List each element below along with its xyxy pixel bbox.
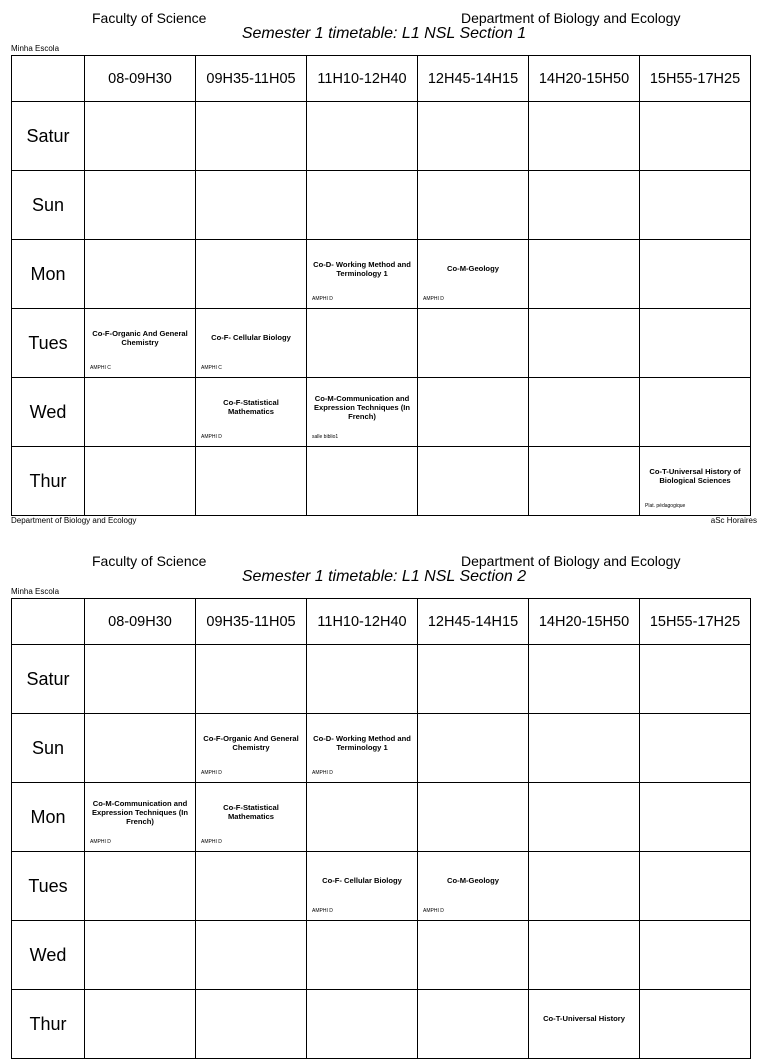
timetable-grid [11,55,751,516]
lesson-cell [529,990,640,1059]
lesson-room: AMPHI C [90,365,111,371]
lesson-title: Co-F- Cellular Biology [322,876,402,885]
empty-cell [85,102,196,171]
empty-cell [640,240,751,309]
timetable-title: Semester 1 timetable: L1 NSL Section 1 [241,25,527,42]
lesson-room: Plat. pédagogique [645,503,686,509]
corner-cell [12,56,85,102]
footer-software: aSc Horaires [710,516,757,525]
lesson-cell [196,378,307,447]
empty-cell [307,102,418,171]
empty-cell [85,921,196,990]
time-slot-header: 15H55-17H25 [640,599,751,645]
time-slot-header: 08-09H30 [85,56,196,102]
empty-cell [418,921,529,990]
day-label: Tues [12,309,85,378]
empty-cell [196,447,307,516]
time-slot-header: 09H35-11H05 [196,56,307,102]
lesson-cell [307,852,418,921]
empty-cell [640,714,751,783]
empty-cell [196,171,307,240]
empty-cell [418,783,529,852]
empty-cell [640,171,751,240]
lesson-room: AMPHI C [201,365,222,371]
day-row [12,990,751,1059]
day-row [12,921,751,990]
empty-cell [418,309,529,378]
lesson-room: AMPHI D [312,908,333,914]
empty-cell [196,645,307,714]
empty-cell [529,240,640,309]
lesson-cell [307,240,418,309]
empty-cell [85,852,196,921]
empty-cell [85,447,196,516]
empty-cell [640,783,751,852]
school-name: Minha Escola [11,587,60,596]
lesson-title: Co-F-Statistical Mathematics [223,803,279,821]
empty-cell [418,990,529,1059]
empty-cell [196,852,307,921]
empty-cell [85,171,196,240]
empty-cell [196,102,307,171]
time-slot-header: 12H45-14H15 [418,599,529,645]
empty-cell [307,645,418,714]
faculty-label: Faculty of Science [92,10,207,26]
lesson-title: Co-T-Universal History [543,1014,625,1023]
day-label: Wed [12,921,85,990]
empty-cell [529,309,640,378]
day-row [12,714,751,783]
lesson-room: AMPHI D [201,839,222,845]
day-label: Mon [12,240,85,309]
timetable-grid [11,598,751,1059]
empty-cell [418,171,529,240]
timetable-title: Semester 1 timetable: L1 NSL Section 2 [241,568,527,585]
header-row [12,56,751,102]
time-slot-header: 11H10-12H40 [307,599,418,645]
lesson-room: AMPHI D [312,770,333,776]
lesson-cell [85,309,196,378]
faculty-label: Faculty of Science [92,553,207,569]
time-slot-header: 12H45-14H15 [418,56,529,102]
day-row [12,102,751,171]
empty-cell [418,447,529,516]
day-row [12,171,751,240]
lesson-room: AMPHI D [312,296,333,302]
lesson-title: Co-M-Communication and Expression Techniques (In French) [91,798,189,826]
empty-cell [529,714,640,783]
empty-cell [640,378,751,447]
lesson-cell [196,714,307,783]
day-label: Thur [12,447,85,516]
empty-cell [640,309,751,378]
lesson-cell [418,852,529,921]
empty-cell [85,714,196,783]
header-row [12,599,751,645]
time-slot-header: 15H55-17H25 [640,56,751,102]
empty-cell [529,447,640,516]
empty-cell [640,102,751,171]
empty-cell [307,171,418,240]
empty-cell [640,645,751,714]
empty-cell [640,921,751,990]
day-row [12,783,751,852]
empty-cell [307,921,418,990]
time-slot-header: 14H20-15H50 [529,56,640,102]
empty-cell [196,921,307,990]
lesson-room: AMPHI D [90,839,111,845]
empty-cell [196,990,307,1059]
day-row [12,309,751,378]
lesson-room: AMPHI D [423,908,444,914]
empty-cell [85,240,196,309]
corner-cell [12,599,85,645]
empty-cell [418,378,529,447]
lesson-cell [640,447,751,516]
empty-cell [640,852,751,921]
lesson-title: Co-F-Organic And General Chemistry [92,329,188,347]
day-label: Tues [12,852,85,921]
empty-cell [529,783,640,852]
empty-cell [640,990,751,1059]
lesson-cell [307,378,418,447]
empty-cell [418,714,529,783]
day-label: Satur [12,645,85,714]
footer-department: Department of Biology and Ecology [11,516,137,525]
day-label: Sun [12,714,85,783]
empty-cell [307,783,418,852]
empty-cell [85,645,196,714]
lesson-cell [418,240,529,309]
lesson-room: AMPHI D [423,296,444,302]
day-row [12,447,751,516]
empty-cell [85,990,196,1059]
lesson-title: Co-D- Working Method and Terminology 1 [313,260,411,278]
lesson-title: Co-M-Communication and Expression Techniques (In French) [313,393,411,421]
empty-cell [307,309,418,378]
empty-cell [529,921,640,990]
time-slot-header: 14H20-15H50 [529,599,640,645]
lesson-cell [307,714,418,783]
time-slot-header: 09H35-11H05 [196,599,307,645]
day-label: Satur [12,102,85,171]
empty-cell [307,990,418,1059]
school-name: Minha Escola [11,44,60,53]
lesson-title: Co-F-Organic And General Chemistry [203,734,299,752]
empty-cell [418,645,529,714]
empty-cell [529,378,640,447]
empty-cell [529,171,640,240]
lesson-room: AMPHI D [201,434,222,440]
day-row [12,240,751,309]
lesson-cell [196,783,307,852]
empty-cell [307,447,418,516]
time-slot-header: 08-09H30 [85,599,196,645]
lesson-room: AMPHI D [201,770,222,776]
day-label: Wed [12,378,85,447]
empty-cell [85,378,196,447]
time-slot-header: 11H10-12H40 [307,56,418,102]
lesson-title: Co-F-Statistical Mathematics [223,398,279,416]
day-row [12,852,751,921]
lesson-title: Co-T-Universal History of Biological Sciences [649,467,741,485]
day-label: Thur [12,990,85,1059]
day-row [12,378,751,447]
department-label: Department of Biology and Ecology [461,553,681,569]
empty-cell [529,645,640,714]
empty-cell [418,102,529,171]
lesson-title: Co-D- Working Method and Terminology 1 [313,734,411,752]
lesson-title: Co-M-Geology [447,876,499,885]
lesson-room: salle biblio1 [312,434,339,440]
day-row [12,645,751,714]
department-label: Department of Biology and Ecology [461,10,681,26]
day-label: Sun [12,171,85,240]
empty-cell [529,852,640,921]
lesson-cell [85,783,196,852]
empty-cell [529,102,640,171]
lesson-title: Co-F- Cellular Biology [211,333,291,342]
day-label: Mon [12,783,85,852]
lesson-title: Co-M-Geology [447,264,499,273]
lesson-cell [196,309,307,378]
empty-cell [196,240,307,309]
